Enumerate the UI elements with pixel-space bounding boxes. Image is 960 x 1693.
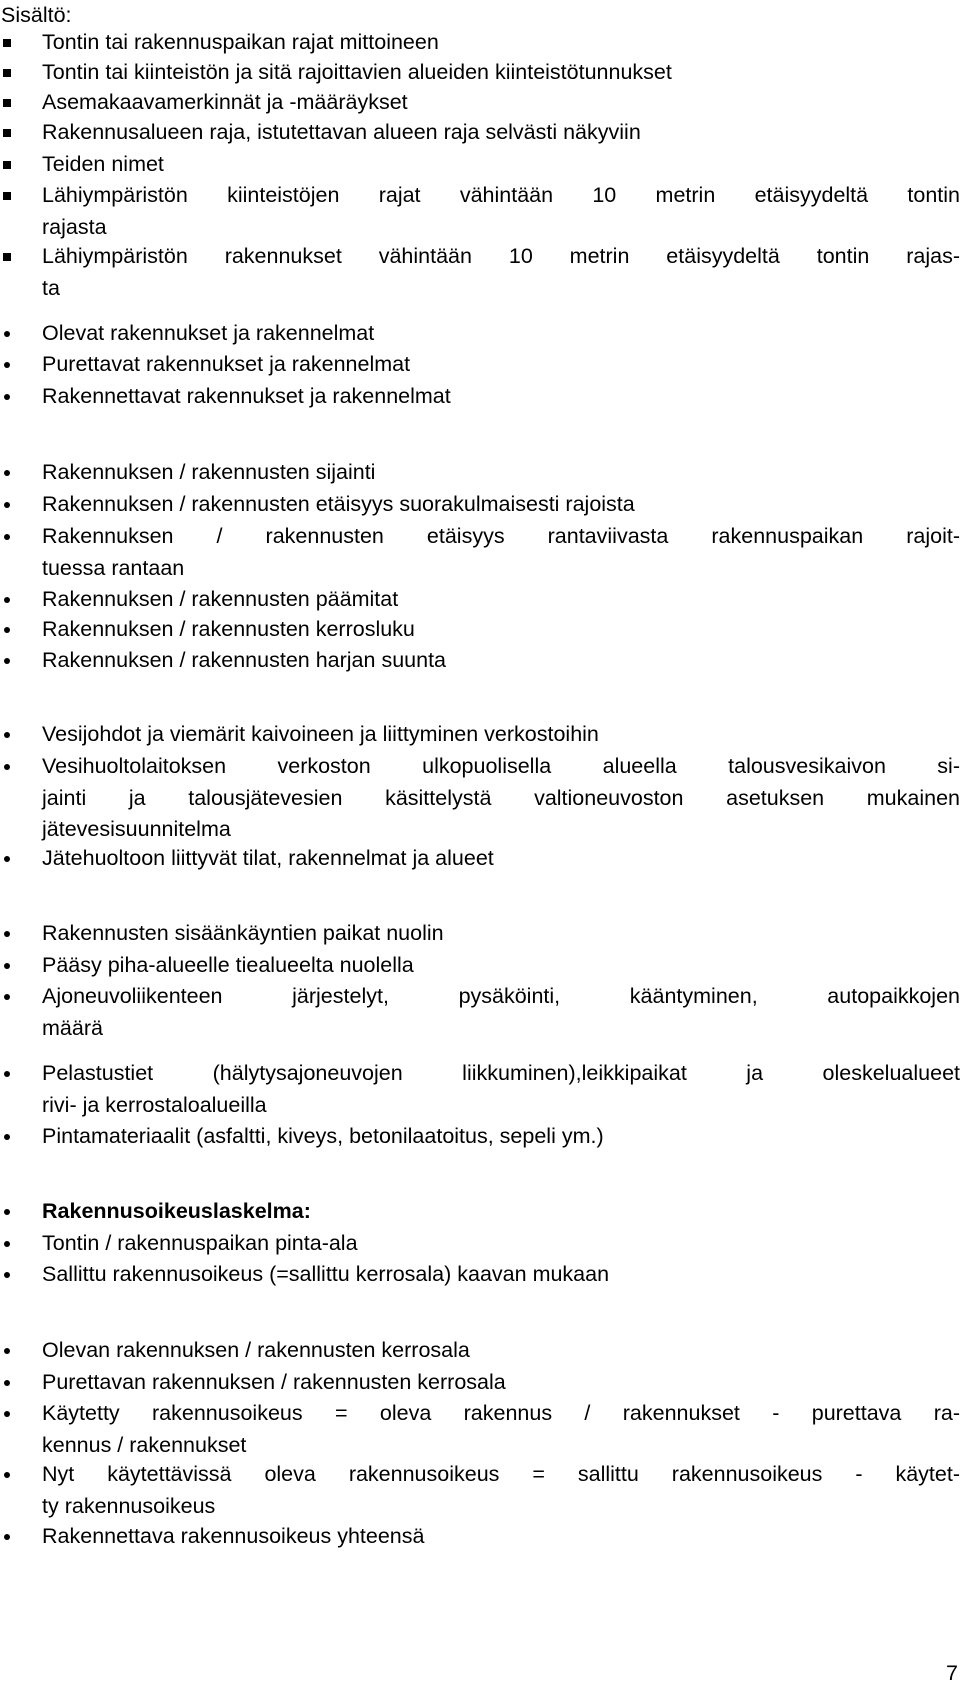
- list-item-line: Rakennuksen / rakennusten päämitat: [42, 587, 399, 611]
- list-item-text: [42, 489, 960, 521]
- list-item-line: Vesihuoltolaitoksen verkoston ulkopuolisella alueella talousvesikaivon si-: [42, 754, 960, 778]
- list-item-line: Rakennuksen / rakennusten harjan suunta: [42, 648, 446, 672]
- list-item-line: Olevat rakennukset ja rakennelmat: [42, 321, 375, 345]
- list-item-line: Olevan rakennuksen / rakennusten kerrosala: [42, 1338, 470, 1362]
- list-item-line: Rakennusoikeuslaskelma:: [42, 1199, 311, 1223]
- square-bullet-icon: [3, 129, 11, 137]
- list-item-text: [42, 1521, 960, 1553]
- list-item-line: ta: [42, 275, 60, 300]
- list-item-line: Rakennettavat rakennukset ja rakennelmat: [42, 384, 451, 408]
- list-item-line: Tontin tai rakennuspaikan rajat mittoineen: [42, 30, 439, 54]
- round-bullet-icon: [4, 732, 10, 738]
- list-item-text: [42, 981, 960, 1044]
- list-item-line: Jätehuoltoon liittyvät tilat, rakennelmat ja alueet: [42, 846, 494, 870]
- list-item-line: Tontin / rakennuspaikan pinta-ala: [42, 1231, 358, 1255]
- list-item-text: [42, 349, 960, 381]
- list-item-line: Teiden nimet: [42, 152, 164, 176]
- list-item-text: [42, 843, 960, 875]
- round-bullet-icon: [4, 963, 10, 969]
- list-item-line: Lähiympäristön kiinteistöjen rajat vähintään 10 metrin etäisyydeltä tontin: [42, 183, 960, 207]
- list-item-line: Pelastustiet (hälytysajoneuvojen liikkuminen),leikkipaikat ja oleskelualueet: [42, 1061, 960, 1085]
- list-item-text: [42, 950, 960, 982]
- list-item-text: [42, 1196, 960, 1228]
- list-item-line: Nyt käytettävissä oleva rakennusoikeus = sallittu rakennusoikeus - käytet-: [42, 1462, 960, 1486]
- list-item-line: rajasta: [42, 214, 107, 239]
- list-item-line: jätevesisuunnitelma: [42, 817, 231, 841]
- round-bullet-icon: [4, 1272, 10, 1278]
- round-bullet-icon: [4, 931, 10, 937]
- round-bullet-icon: [4, 470, 10, 476]
- list-item-text: [42, 1459, 960, 1522]
- round-bullet-icon: [4, 1348, 10, 1354]
- list-item-text: [42, 521, 960, 584]
- list-item-text: [42, 1121, 960, 1153]
- list-item-text: [42, 87, 960, 119]
- list-item-line: Ajoneuvoliikenteen järjestelyt, pysäköinti, kääntyminen, autopaikkojen: [42, 984, 960, 1008]
- list-item-line: Rakennusalueen raja, istutettavan alueen raja selvästi näkyviin: [42, 120, 641, 144]
- list-item-text: [42, 1335, 960, 1367]
- list-item-line: Sallittu rakennusoikeus (=sallittu kerrosala) kaavan mukaan: [42, 1262, 610, 1286]
- square-bullet-icon: [3, 192, 11, 200]
- list-item-line: määrä: [42, 1015, 103, 1040]
- list-item-line: Purettavan rakennuksen / rakennusten kerrosala: [42, 1370, 506, 1394]
- round-bullet-icon: [4, 856, 10, 862]
- list-item-line: Rakennuksen / rakennusten etäisyys suorakulmaisesti rajoista: [42, 492, 635, 516]
- section-heading: Sisältö:: [1, 3, 72, 27]
- list-item-line: Vesijohdot ja viemärit kaivoineen ja liittyminen verkostoihin: [42, 722, 599, 746]
- list-item-line: Lähiympäristön rakennukset vähintään 10 metrin etäisyydeltä tontin rajas-: [42, 244, 960, 268]
- round-bullet-icon: [4, 1472, 10, 1478]
- round-bullet-icon: [4, 658, 10, 664]
- list-item-text: [42, 1367, 960, 1399]
- round-bullet-icon: [4, 994, 10, 1000]
- list-item-line: Tontin tai kiinteistön ja sitä rajoittavien alueiden kiinteistötunnukset: [42, 60, 672, 84]
- list-item-text: [42, 318, 960, 350]
- list-item-text: [42, 241, 960, 304]
- round-bullet-icon: [4, 1241, 10, 1247]
- list-item-line: Käytetty rakennusoikeus = oleva rakennus / rakennukset - purettava ra-: [42, 1401, 960, 1425]
- square-bullet-icon: [3, 99, 11, 107]
- square-bullet-icon: [3, 253, 11, 261]
- list-item-text: [42, 751, 960, 846]
- round-bullet-icon: [4, 362, 10, 368]
- list-item-line: jainti ja talousjätevesien käsittelystä valtioneuvoston asetuksen mukainen: [42, 785, 960, 810]
- list-item-text: [42, 918, 960, 950]
- list-item-text: [42, 57, 960, 89]
- round-bullet-icon: [4, 1071, 10, 1077]
- round-bullet-icon: [4, 394, 10, 400]
- round-bullet-icon: [4, 502, 10, 508]
- list-item-text: [42, 27, 960, 59]
- list-item-text: [42, 719, 960, 751]
- list-item-text: [42, 1228, 960, 1260]
- list-item-line: kennus / rakennukset: [42, 1432, 247, 1457]
- round-bullet-icon: [4, 1134, 10, 1140]
- round-bullet-icon: [4, 764, 10, 770]
- page-number: 7: [946, 1661, 958, 1685]
- square-bullet-icon: [3, 39, 11, 47]
- round-bullet-icon: [4, 597, 10, 603]
- round-bullet-icon: [4, 627, 10, 633]
- list-item-line: Pintamateriaalit (asfaltti, kiveys, betonilaatoitus, sepeli ym.): [42, 1124, 604, 1148]
- list-item-text: [42, 584, 960, 616]
- round-bullet-icon: [4, 1411, 10, 1417]
- list-item-text: [42, 1058, 960, 1121]
- list-item-line: Rakennuksen / rakennusten kerrosluku: [42, 617, 415, 641]
- list-item-line: Rakennettava rakennusoikeus yhteensä: [42, 1524, 425, 1548]
- list-item-line: Rakennuksen / rakennusten sijainti: [42, 460, 376, 484]
- list-item-line: rivi- ja kerrostaloalueilla: [42, 1092, 267, 1117]
- list-item-text: [42, 1259, 960, 1291]
- round-bullet-icon: [4, 331, 10, 337]
- list-item-text: [42, 117, 960, 149]
- list-item-text: [42, 614, 960, 646]
- square-bullet-icon: [3, 161, 11, 169]
- list-item-text: [42, 457, 960, 489]
- round-bullet-icon: [4, 534, 10, 540]
- list-item-text: [42, 381, 960, 413]
- list-item-text: [42, 1398, 960, 1461]
- list-item-line: Purettavat rakennukset ja rakennelmat: [42, 352, 411, 376]
- list-item-line: tuessa rantaan: [42, 555, 185, 580]
- list-item-line: ty rakennusoikeus: [42, 1493, 216, 1518]
- round-bullet-icon: [4, 1534, 10, 1540]
- list-item-line: Pääsy piha-alueelle tiealueelta nuolella: [42, 953, 414, 977]
- round-bullet-icon: [4, 1380, 10, 1386]
- list-item-line: Rakennusten sisäänkäyntien paikat nuolin: [42, 921, 444, 945]
- list-item-text: [42, 645, 960, 677]
- square-bullet-icon: [3, 69, 11, 77]
- list-item-line: Asemakaavamerkinnät ja -määräykset: [42, 90, 408, 114]
- round-bullet-icon: [4, 1209, 10, 1215]
- list-item-text: [42, 149, 960, 181]
- list-item-text: [42, 180, 960, 243]
- list-item-line: Rakennuksen / rakennusten etäisyys rantaviivasta rakennuspaikan rajoit-: [42, 524, 960, 548]
